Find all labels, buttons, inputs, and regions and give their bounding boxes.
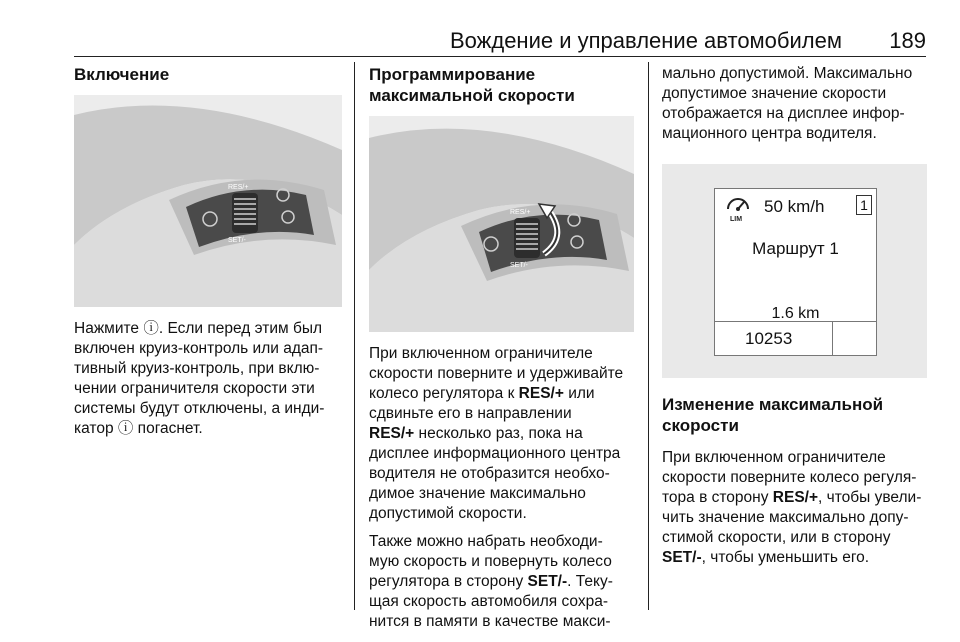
instruction-paragraph (369, 344, 634, 524)
text-line: отображается на дисплее инфор- (662, 105, 905, 122)
page-title: Вождение и управление автомобилем (449, 28, 842, 53)
text-line: тивный круиз-контроль, при вклю- (74, 360, 320, 377)
res-marking: RES/+ (510, 209, 531, 216)
text-line: тора в сторону (662, 489, 773, 506)
instruction-paragraph (369, 532, 634, 632)
text-fragment: . Теку- (567, 573, 613, 590)
res-label: RES/+ (518, 385, 564, 402)
text-fragment: , чтобы уменьшить его. (701, 549, 870, 566)
text-line: мую скорость и повернуть колесо (369, 553, 612, 570)
set-marking: SET/- (228, 237, 246, 244)
text-line: чении ограничителя скорости эти (74, 380, 315, 397)
heading-line: Программирование (369, 65, 536, 84)
text-fragment: несколько раз, пока на (414, 425, 583, 442)
text-line: При включенном ограничителе (662, 449, 886, 466)
text-line: мационного центра водителя. (662, 125, 877, 142)
set-marking: SET/- (510, 262, 528, 269)
text-line: катор ⓘ погаснет. (74, 420, 203, 437)
odometer-value: 10253 (745, 329, 793, 348)
column-divider (354, 62, 355, 610)
text-line: щая скорость автомобиля сохра- (369, 593, 609, 610)
section-heading: Включение (74, 65, 170, 84)
text-line: системы будут отключены, а инди- (74, 400, 325, 417)
text-fragment: или (563, 385, 595, 402)
instruction-paragraph (74, 319, 342, 439)
text-line: регулятора в сторону (369, 573, 528, 590)
steering-wheel-figure (369, 116, 634, 332)
section-heading (662, 394, 927, 436)
speed-limiter-icon (723, 193, 753, 223)
display-bottom-row (715, 321, 876, 355)
heading-line: максимальной скорости (369, 86, 575, 105)
instruction-paragraph (662, 64, 927, 144)
display-divider (832, 322, 833, 355)
page-header (74, 28, 926, 54)
steering-wheel-illustration (74, 95, 342, 307)
res-label: RES/+ (369, 425, 415, 442)
slot-indicator: 1 (856, 195, 872, 215)
steering-wheel-illustration (369, 116, 634, 332)
text-line: нится в памяти в качестве макси- (369, 613, 611, 630)
column-middle (369, 64, 634, 632)
trip-distance: 1.6 km (771, 305, 820, 322)
set-label: SET/- (662, 549, 702, 566)
driver-info-display-figure (662, 164, 927, 378)
set-label: SET/- (527, 573, 568, 590)
text-line: мально допустимой. Максимально (662, 65, 913, 82)
text-line: водителя не отобразится необхо- (369, 465, 610, 482)
heading-line: Изменение максимальной (662, 395, 884, 414)
text-fragment: , чтобы увели- (818, 489, 922, 506)
text-line: сдвиньте его в направлении (369, 405, 572, 422)
column-left (74, 64, 342, 439)
text-line: допустимой скорости. (369, 505, 527, 522)
text-line: Также можно набрать необходи- (369, 533, 603, 550)
text-line: Нажмите ⓘ. Если перед этим был (74, 320, 323, 337)
heading-line: скорости (662, 416, 739, 435)
text-line: стимой скорости, или в сторону (662, 529, 891, 546)
text-line: допустимое значение скорости (662, 85, 887, 102)
text-line: скорости поверните и удерживайте (369, 365, 624, 382)
text-line: димое значение максимально (369, 485, 586, 502)
set-speed-value: 50 km/h (764, 197, 825, 216)
steering-wheel-figure (74, 95, 342, 307)
route-label: Маршрут 1 (752, 239, 839, 258)
text-line: включен круиз-контроль или адап- (74, 340, 324, 357)
text-line: При включенном ограничителе (369, 345, 593, 362)
instruction-paragraph (662, 448, 927, 568)
header-rule (74, 56, 926, 57)
column-divider (648, 62, 649, 610)
column-right (662, 64, 927, 568)
lim-label: LIM (730, 216, 743, 223)
page-number: 189 (889, 28, 926, 53)
text-line: дисплее информационного центра (369, 445, 621, 462)
section-heading (369, 64, 634, 106)
res-marking: RES/+ (228, 184, 249, 191)
display-top-row (715, 189, 876, 225)
res-label: RES/+ (772, 489, 819, 506)
text-line: колесо регулятора к (369, 385, 519, 402)
text-line: чить значение максимально допу- (662, 509, 909, 526)
text-line: скорости поверните колесо регуля- (662, 469, 917, 486)
driver-info-display (714, 188, 877, 356)
